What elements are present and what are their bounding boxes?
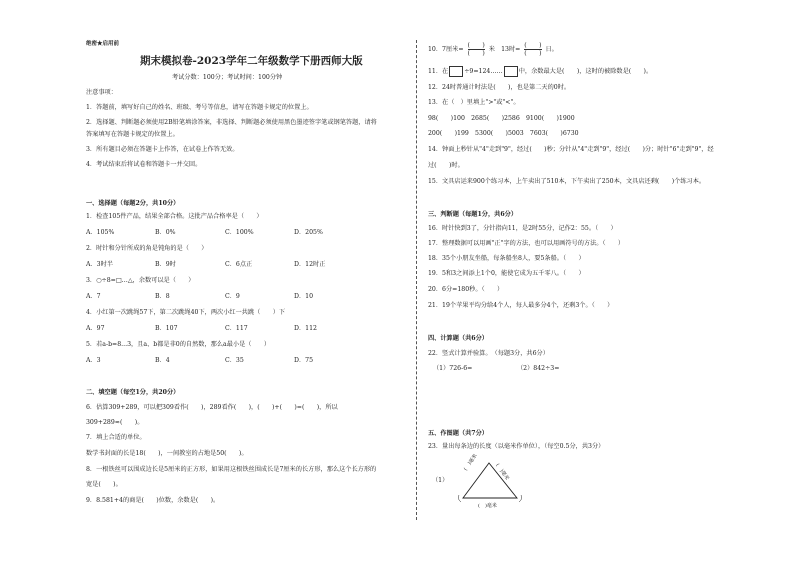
question-8: 8．一根铁丝可以围成边长是5厘米的正方形，如果用这根铁丝围成长是7厘米的长方形，那么这个长方形的: [86, 466, 377, 473]
question-1: 1．检查105件产品，结果全部合格。这批产品合格率是（ ）: [86, 213, 263, 220]
numerator: ( ): [467, 42, 485, 49]
question-3: 3．○÷8=□…△，余数可以是（ ）: [86, 277, 195, 284]
option-a: A．97: [86, 325, 105, 332]
question-6: 6．估算309+289，可以把309看作( )，289看作( )，( )+( )=( )，所以: [86, 404, 338, 411]
triangle-left-label: ( )毫米: [462, 453, 479, 473]
question-20: 20．6分=180秒。（ ）: [428, 286, 504, 293]
option-b: B．107: [155, 325, 178, 332]
question-10: [428, 42, 558, 57]
question-22-part1: （1）726-6=: [433, 365, 473, 372]
q10-suffix: 日。: [545, 46, 558, 53]
q10-prefix: 10．7厘米=: [428, 46, 464, 53]
option-d: D．10: [294, 293, 314, 300]
note-line: 4．考试结束后将试卷和答题卡一并交回。: [86, 161, 202, 168]
section-title-judge: 三、判断题（每题1分，共6分）: [428, 211, 518, 218]
option-a: A．3时半: [86, 261, 113, 268]
question-14: 14．钟面上秒针从"4"走到"9"，经过( )秒；分针从"4"走到"9"，经过( )分；时针"6"走到"9"，经: [428, 146, 714, 153]
exam-info: 考试分数：100分；考试时间：100分钟: [172, 74, 283, 81]
question-13: 13．在（ ）里填上">"或"<"。: [428, 99, 520, 106]
q11-suffix: 中，余数最大是( )，这时的被除数是( )。: [518, 68, 653, 75]
option-d: D．12时正: [294, 261, 326, 268]
option-c: C．117: [225, 325, 248, 332]
option-b: B．0%: [155, 229, 176, 236]
q11-middle: ÷9=124……: [464, 68, 503, 75]
question-12: 12．24时普通计时法是( )，也是第二天的0时。: [428, 84, 571, 91]
question-23: 23．量出每条边的长度（以毫米作单位），（每空0.5分，共3分）: [428, 443, 605, 450]
option-a: A．7: [86, 293, 101, 300]
option-b: B．4: [155, 357, 170, 364]
note-line: 1．答题前，填写好自己的姓名、班级、考号等信息，请写在答题卡规定的位置上。: [86, 104, 313, 111]
blank-box: [504, 66, 518, 77]
question-8-cont: 宽是( )。: [86, 481, 122, 488]
question-23-part1: （1）: [432, 477, 449, 484]
option-d: D．75: [294, 357, 314, 364]
question-5: 5．若a-b=8...3，且a、b都是非0的自然数，那么a最小是（ ）: [86, 341, 271, 348]
numerator: ( ): [524, 42, 542, 49]
note-line: 3．所有题目必须在答题卡上作答，在试卷上作答无效。: [86, 146, 239, 153]
option-c: C．6点正: [225, 261, 253, 268]
question-16: 16．时针快到3了，分针指向11，是2时55分，记作2：55。（ ）: [428, 225, 617, 232]
section-title-calc: 四、计算题（共6分）: [428, 335, 488, 342]
question-13-row1: 98( )100 2685( )2586 9100( )1900: [428, 115, 575, 122]
question-15: 15．文具店运来900个练习本，上午卖出了510本，下午卖出了250本，文具店还剩( )个练习本。: [428, 178, 706, 185]
column-divider: [416, 40, 417, 520]
q11-prefix: 11．在: [428, 68, 449, 75]
fraction: [524, 42, 541, 57]
question-4: 4．小红第一次跳绳57下，第二次跳绳40下，两次小红一共跳（ ）下: [86, 309, 286, 316]
question-17: 17．整理数据可以用画"正"字的方法，也可以用画符号的方法。（ ）: [428, 240, 625, 247]
right-arc: [519, 495, 522, 502]
question-21: 21．19个苹果平均分给4个人，每人最多分4个，还剩3个。（ ）: [428, 302, 614, 309]
note-line: 答案填写在答题卡规定的位置上。: [86, 131, 179, 138]
question-22: 22．竖式计算并验算。 （每题3分，共6分）: [428, 350, 549, 357]
blank-box: [449, 66, 463, 77]
question-7: 7．填上合适的单位。: [86, 434, 146, 441]
section-title-choice: 一、选择题（每题2分，共10分）: [86, 200, 180, 207]
question-9: 9．8.581+4的商是( )位数，余数是( )。: [86, 497, 220, 504]
option-b: B．9时: [155, 261, 176, 268]
denominator: ( ): [524, 50, 542, 57]
question-19: 19．5和3之间添上1个0，能使它成为五千零八。（ ）: [428, 270, 585, 277]
option-c: C．9: [225, 293, 240, 300]
q10-middle: 米 13时=: [488, 46, 521, 53]
section-title-fill: 二、填空题（每空1分，共20分）: [86, 389, 180, 396]
question-7-cont: 数学书封面的长是18( )，一间教室的占地是50( )。: [86, 450, 248, 457]
left-arc: [458, 495, 461, 502]
question-2: 2．时针和分针所成的角是钝角的是（ ）: [86, 245, 208, 252]
section-title-draw: 五、作图题（共7分）: [428, 430, 488, 437]
notes-title: 注意事项：: [86, 89, 117, 96]
option-d: D．205%: [294, 229, 323, 236]
note-line: 2．选择题、判断题必须使用2B铅笔填涂答案，非选择、判断题必须使用黑色墨迹签字笔或钢笔答题，请将: [86, 119, 377, 126]
question-13-row2: 200( )199 5300( )5003 7603( )6730: [428, 130, 579, 137]
triangle-right-label: ( )毫米: [494, 462, 511, 482]
option-a: A．3: [86, 357, 101, 364]
question-18: 18．35个小朋友坐船，每条船坐8人，要5条船。（ ）: [428, 255, 585, 262]
option-b: B．8: [155, 293, 170, 300]
secret-label: 绝密★启用前: [86, 41, 120, 47]
option-c: C．35: [225, 357, 244, 364]
option-d: D．112: [294, 325, 317, 332]
question-14-cont: 过( )时。: [428, 162, 464, 169]
fraction: [468, 42, 485, 57]
page-title: 期末模拟卷-2023学年二年级数学下册西师大版: [140, 55, 363, 67]
question-22-part2: （2）842÷3=: [517, 365, 560, 372]
question-11: [428, 66, 652, 77]
question-6-cont: 309+289≈( )。: [86, 419, 144, 426]
option-a: A．105%: [86, 229, 115, 236]
option-c: C．100%: [225, 229, 254, 236]
triangle-bottom-label: ( )毫米: [478, 503, 497, 509]
denominator: ( ): [467, 50, 485, 57]
